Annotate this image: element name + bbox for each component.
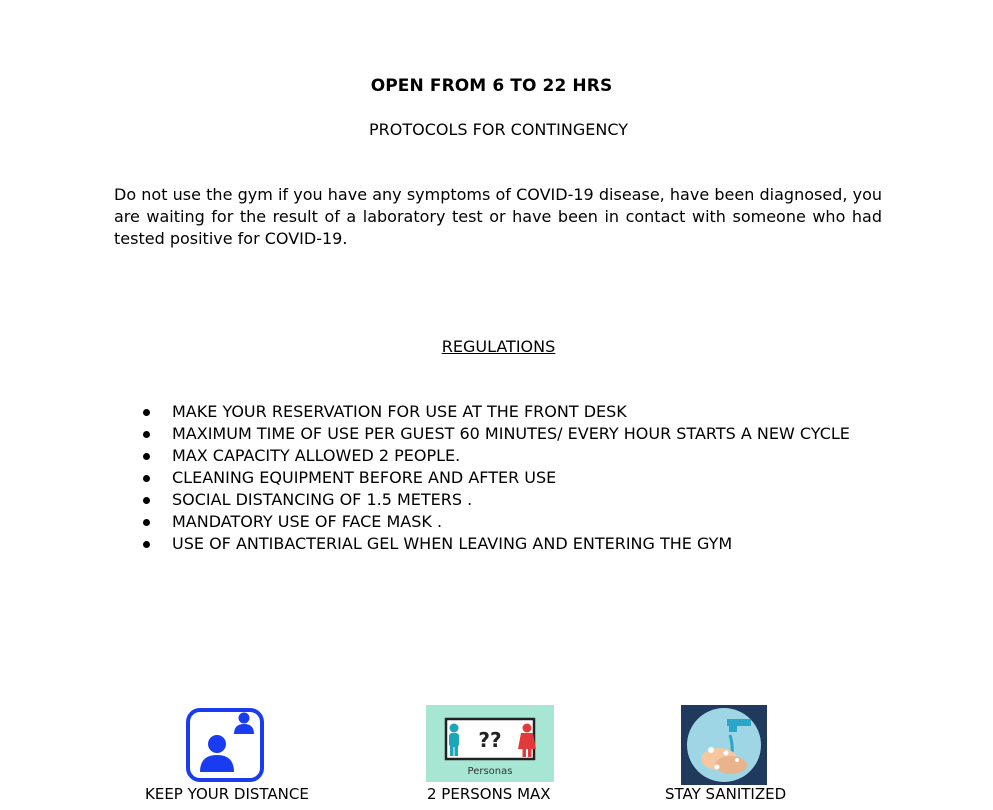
regulations-heading: REGULATIONS: [441, 337, 556, 356]
bullet-icon: [143, 453, 150, 460]
list-item: [143, 401, 850, 423]
list-item: [143, 423, 850, 445]
bullet-icon: [143, 409, 150, 416]
rule-text: MAKE YOUR RESERVATION FOR USE AT THE FRONT DESK: [172, 402, 627, 421]
capacity-caption: 2 PERSONS MAX: [427, 785, 551, 803]
rule-text: MAX CAPACITY ALLOWED 2 PEOPLE.: [172, 446, 461, 465]
sign-question-marks: ??: [478, 728, 502, 752]
sanitize-caption: STAY SANITIZED: [665, 785, 787, 803]
bullet-icon: [143, 431, 150, 438]
page-subtitle: PROTOCOLS FOR CONTINGENCY: [369, 120, 628, 139]
bullet-icon: [143, 519, 150, 526]
list-item: [143, 489, 850, 511]
list-item: [143, 445, 850, 467]
bullet-icon: [143, 497, 150, 504]
intro-paragraph: Do not use the gym if you have any symptoms of COVID-19 disease, have been diagnosed, you are waiting for the result of a laboratory test or have been in contact with someone who had tested positive for COVID-19.: [114, 185, 882, 248]
social-distance-icon: [186, 708, 264, 782]
two-persons-icon: [426, 705, 554, 782]
list-item: [143, 511, 850, 533]
rule-text: MAXIMUM TIME OF USE PER GUEST 60 MINUTES/ EVERY HOUR STARTS A NEW CYCLE: [172, 424, 850, 443]
page-title: OPEN FROM 6 TO 22 HRS: [370, 76, 613, 96]
rule-text: USE OF ANTIBACTERIAL GEL WHEN LEAVING AND ENTERING THE GYM: [172, 534, 733, 553]
bullet-icon: [143, 541, 150, 548]
rule-text: MANDATORY USE OF FACE MASK .: [172, 512, 443, 531]
list-item: [143, 533, 850, 555]
bullet-icon: [143, 475, 150, 482]
list-item: [143, 467, 850, 489]
distance-caption: KEEP YOUR DISTANCE: [145, 785, 309, 803]
rule-text: CLEANING EQUIPMENT BEFORE AND AFTER USE: [172, 468, 557, 487]
regulations-list: [143, 401, 850, 555]
rule-text: SOCIAL DISTANCING OF 1.5 METERS .: [172, 490, 473, 509]
hand-washing-icon: [681, 705, 767, 785]
sign-subtext: Personas: [467, 766, 513, 777]
